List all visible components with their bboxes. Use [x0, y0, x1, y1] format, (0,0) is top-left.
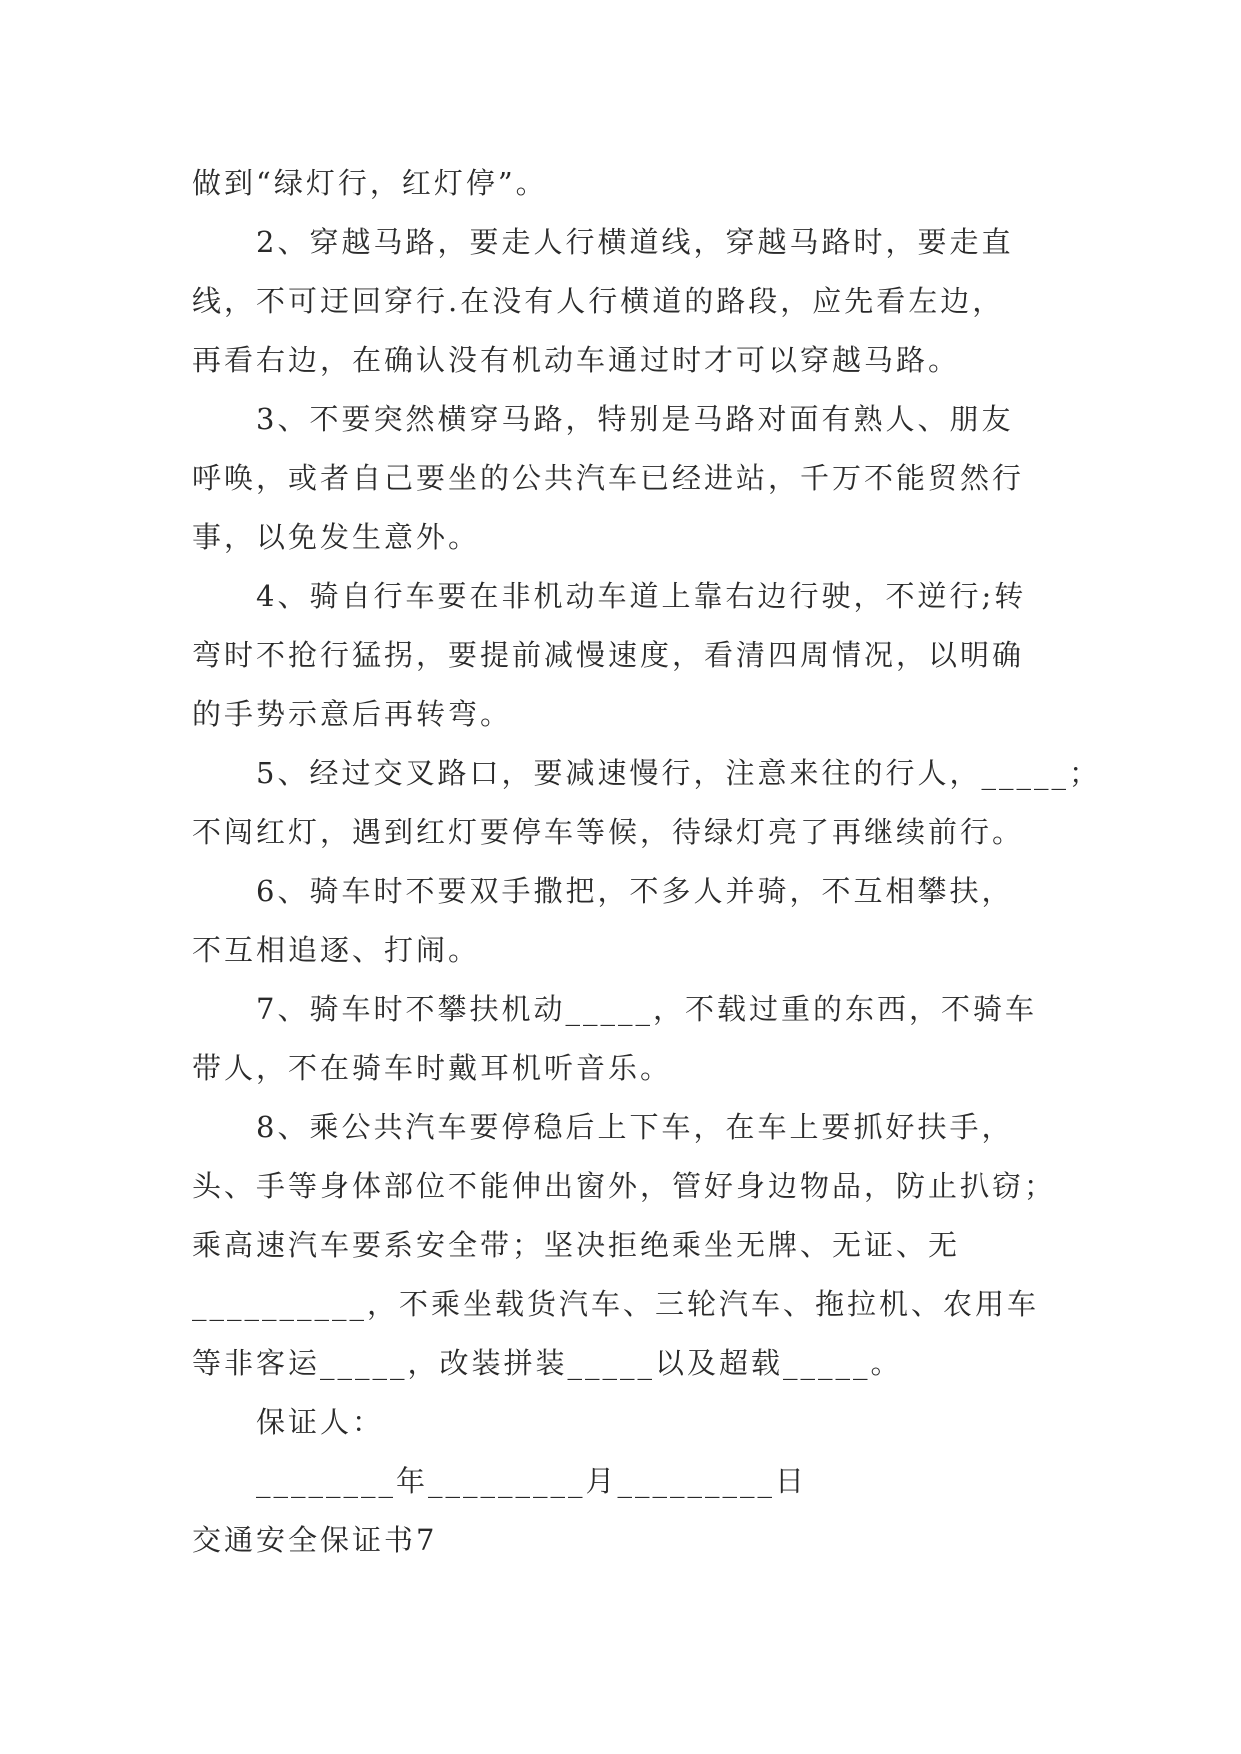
text-line: __________，不乘坐载货汽车、三轮汽车、拖拉机、农用车: [192, 1287, 1040, 1321]
text-line: 做到“绿灯行，红灯停”。: [192, 166, 548, 200]
text-line: 不闯红灯，遇到红灯要停车等候，待绿灯亮了再继续前行。: [192, 815, 1025, 849]
text-line: 不互相追逐、打闹。: [192, 933, 481, 967]
text-line: 3、不要突然横穿马路，特别是马路对面有熟人、朋友: [256, 402, 1014, 436]
text-line: 再看右边，在确认没有机动车通过时才可以穿越马路。: [192, 343, 961, 377]
date-line: ________年_________月_________日: [256, 1464, 808, 1498]
text-line: 8、乘公共汽车要停稳后上下车，在车上要抓好扶手，: [256, 1110, 1014, 1144]
text-line: 4、骑自行车要在非机动车道上靠右边行驶，不逆行;转: [256, 579, 1027, 613]
text-line: 2、穿越马路，要走人行横道线，穿越马路时，要走直: [256, 225, 1014, 259]
text-line: 呼唤，或者自己要坐的公共汽车已经进站，千万不能贸然行: [192, 461, 1025, 495]
text-line: 6、骑车时不要双手撒把，不多人并骑，不互相攀扶，: [256, 874, 1014, 908]
text-line: 线，不可迂回穿行.在没有人行横道的路段，应先看左边，: [192, 284, 1005, 318]
text-line: 乘高速汽车要系安全带；坚决拒绝乘坐无牌、无证、无: [192, 1228, 961, 1262]
text-line: 事，以免发生意外。: [192, 520, 481, 554]
text-line: 弯时不抢行猛拐，要提前减慢速度，看清四周情况，以明确: [192, 638, 1025, 672]
text-line: 5、经过交叉路口，要减速慢行，注意来往的行人，_____；: [256, 756, 1101, 790]
text-line: 等非客运_____，改装拼装_____以及超载_____。: [192, 1346, 903, 1380]
text-line: 头、手等身体部位不能伸出窗外，管好身边物品，防止扒窃；: [192, 1169, 1057, 1203]
text-line: 带人，不在骑车时戴耳机听音乐。: [192, 1051, 673, 1085]
text-line: 的手势示意后再转弯。: [192, 697, 513, 731]
section-heading: 交通安全保证书7: [192, 1523, 438, 1557]
guarantor-label: 保证人：: [256, 1405, 385, 1439]
text-line: 7、骑车时不攀扶机动_____，不载过重的东西，不骑车: [256, 992, 1037, 1026]
